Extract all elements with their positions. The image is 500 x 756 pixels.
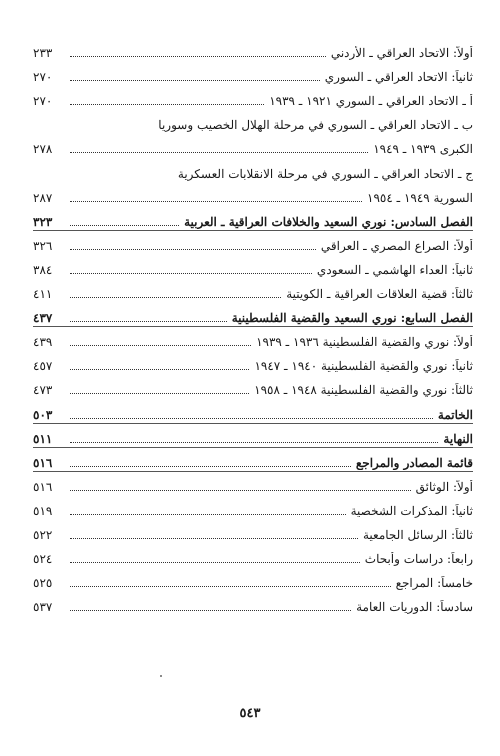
toc-entry — [33, 253, 473, 277]
toc-entry-page: ٤٧٣ — [33, 383, 53, 398]
page-number: ٥٤٣ — [239, 706, 261, 721]
toc-entry — [33, 542, 473, 566]
toc-entry-page: ٥١٩ — [33, 503, 53, 518]
toc-entry — [33, 277, 473, 301]
toc-entry-title: أ ـ الاتحاد العراقي ـ السوري ١٩٢١ ـ ١٩٣٩ — [269, 94, 473, 109]
toc-entry-page: ٢٧٠ — [33, 94, 53, 109]
toc-entry-title: ثالثاً: نوري والقضية الفلسطينية ١٩٤٨ ـ ١٩٥٨ — [254, 383, 473, 398]
toc-entry-continuation: السورية ١٩٤٩ ـ ١٩٥٤ — [367, 190, 473, 205]
toc-entry-title: رابعاً: دراسات وأبحاث — [364, 552, 473, 567]
toc-entry-page: ٣٢٦ — [33, 238, 53, 253]
dot-leader — [70, 538, 358, 539]
toc-entry-title: ثانياً: المذكرات الشخصية — [350, 503, 473, 518]
toc-entry-page: ٥٠٣ — [33, 407, 53, 422]
toc-entry-page: ٥٢٥ — [33, 576, 53, 591]
dot-leader — [70, 442, 438, 443]
toc-entry-title: أولاً: نوري والقضية الفلسطينية ١٩٣٦ ـ ١٩٣٩ — [256, 335, 473, 350]
toc-entry-title: ثانياً: نوري والقضية الفلسطينية ١٩٤٠ ـ ١٩٤٧ — [254, 359, 473, 374]
toc-entry — [33, 60, 473, 84]
dot-leader — [70, 514, 346, 515]
toc-entry-title: ثالثاً: قضية العلاقات العراقية ـ الكويتية — [286, 287, 473, 302]
toc-entry — [33, 325, 473, 349]
dot-leader — [70, 104, 264, 105]
dot-leader — [70, 610, 351, 611]
toc-entry-title: الخاتمة — [437, 407, 473, 422]
dot-leader — [70, 586, 391, 587]
dot-leader — [70, 418, 433, 419]
toc-entry-title: قائمة المصادر والمراجع — [355, 455, 473, 470]
dot-leader — [70, 56, 326, 57]
toc-entry-page: ٤٣٧ — [33, 311, 53, 326]
toc-entry — [33, 494, 473, 518]
toc-entry-page: ٥١٦ — [33, 455, 53, 470]
table-of-contents — [33, 36, 473, 614]
dot-leader — [70, 152, 368, 153]
toc-entry-title: النهاية — [443, 431, 473, 446]
toc-entry-title: أولاً: الاتحاد العراقي ـ الأردني — [330, 46, 473, 61]
toc-entry-first-line — [33, 156, 473, 180]
toc-entry-title: ج ـ الاتحاد العراقي ـ السوري في مرحلة الانقلابات العسكرية — [177, 166, 473, 181]
toc-entry-title: سادساً: الدوريات العامة — [356, 600, 473, 615]
toc-entry — [33, 349, 473, 373]
toc-entry-page: ٥٢٤ — [33, 552, 53, 567]
toc-entry-page: ٤١١ — [33, 287, 53, 302]
chapter-heading — [33, 205, 473, 229]
dot-leader — [70, 80, 320, 81]
toc-entry — [33, 181, 473, 205]
dot-leader — [70, 249, 316, 250]
toc-entry-title: ب ـ الاتحاد العراقي ـ السوري في مرحلة الهلال الخصيب وسوريا — [158, 118, 473, 133]
dot-leader — [70, 345, 251, 346]
print-speck — [160, 675, 162, 677]
toc-entry-page: ٤٥٧ — [33, 359, 53, 374]
dot-leader — [70, 466, 351, 467]
chapter-heading — [33, 397, 473, 421]
dot-leader — [70, 201, 362, 202]
toc-entry-first-line — [33, 108, 473, 132]
toc-entry — [33, 518, 473, 542]
toc-entry-page: ٥١٦ — [33, 479, 53, 494]
toc-entry-title: الفصل السابع: نوري السعيد والقضية الفلسطينية — [231, 311, 473, 326]
toc-entry — [33, 590, 473, 614]
toc-entry — [33, 373, 473, 397]
dot-leader — [70, 225, 179, 226]
dot-leader — [70, 490, 411, 491]
toc-entry-page: ٥٣٧ — [33, 600, 53, 615]
toc-entry-continuation: الكبرى ١٩٣٩ ـ ١٩٤٩ — [373, 142, 473, 157]
toc-entry-title: أولاً: الوثائق — [415, 479, 473, 494]
dot-leader — [70, 562, 360, 563]
toc-entry-page: ٣٢٣ — [33, 214, 53, 229]
dot-leader — [70, 369, 249, 370]
toc-entry-title: ثالثاً: الرسائل الجامعية — [362, 527, 473, 542]
toc-entry — [33, 470, 473, 494]
chapter-heading — [33, 301, 473, 325]
toc-entry — [33, 132, 473, 156]
toc-entry-page: ٥٢٢ — [33, 527, 53, 542]
toc-entry — [33, 229, 473, 253]
toc-entry — [33, 36, 473, 60]
dot-leader — [70, 393, 249, 394]
dot-leader — [70, 321, 227, 322]
toc-entry-title: الفصل السادس: نوري السعيد والخلافات العراقية ـ العربية — [184, 214, 473, 229]
toc-entry-title: أولاً: الصراع المصري ـ العراقي — [320, 238, 473, 253]
dot-leader — [70, 297, 281, 298]
toc-entry — [33, 84, 473, 108]
toc-entry-page: ٣٨٤ — [33, 262, 53, 277]
toc-entry-page: ٥١١ — [33, 431, 53, 446]
toc-entry-page: ٢٣٣ — [33, 46, 53, 61]
toc-entry-page: ٢٧٠ — [33, 70, 53, 85]
toc-entry-title: خامساً: المراجع — [395, 576, 473, 591]
chapter-heading — [33, 422, 473, 446]
toc-entry-page: ٢٧٨ — [33, 142, 53, 157]
toc-entry-page: ٤٣٩ — [33, 335, 53, 350]
toc-entry — [33, 566, 473, 590]
toc-entry-page: ٢٨٧ — [33, 190, 53, 205]
toc-entry-title: ثانياً: العداء الهاشمي ـ السعودي — [316, 262, 473, 277]
dot-leader — [70, 273, 312, 274]
toc-entry-title: ثانياً: الاتحاد العراقي ـ السوري — [324, 70, 473, 85]
chapter-heading — [33, 446, 473, 470]
